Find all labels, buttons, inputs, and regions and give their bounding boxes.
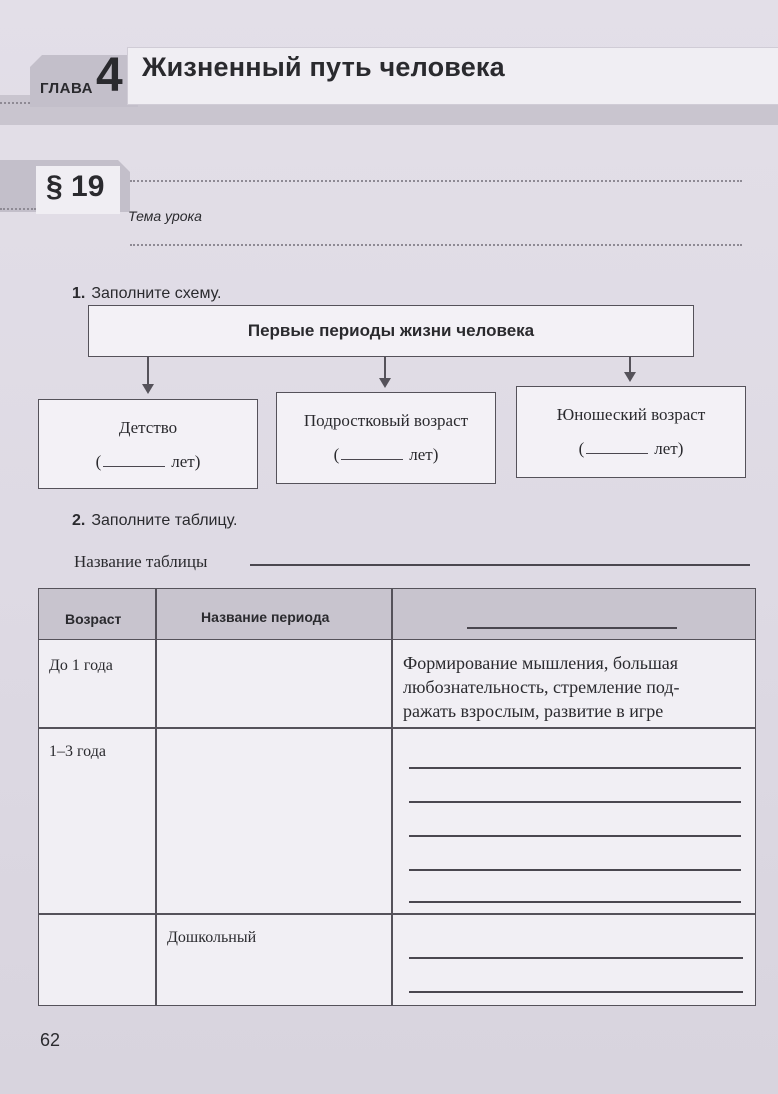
table-row-3-period: Дошкольный xyxy=(167,929,257,946)
scheme-box-adolescence-label: Подростковый возраст xyxy=(303,411,469,430)
column-header-age: Возраст xyxy=(65,611,122,627)
lesson-title-line[interactable] xyxy=(130,180,742,182)
column-divider-1 xyxy=(155,589,157,1005)
header-dotted-rule xyxy=(0,102,30,104)
chapter-word: ГЛАВА xyxy=(40,80,93,97)
answer-line[interactable] xyxy=(409,869,741,871)
task-2-text: Заполните таблицу. xyxy=(91,512,238,529)
scheme-arrow-1 xyxy=(147,356,149,386)
scheme-title: Первые периоды жизни человека xyxy=(247,321,535,340)
lesson-number: § 19 xyxy=(46,170,105,203)
answer-line[interactable] xyxy=(409,801,741,803)
column-header-blank-line[interactable] xyxy=(467,627,677,629)
task-1-number: 1. xyxy=(72,285,86,302)
task-1 xyxy=(72,285,221,303)
table-header-row xyxy=(39,589,755,640)
task-1-text: Заполните схему. xyxy=(91,285,222,302)
adolescence-years-blank[interactable] xyxy=(341,459,403,460)
scheme-box-childhood-label: Детство xyxy=(118,418,178,437)
row-divider-1 xyxy=(39,727,755,729)
answer-line[interactable] xyxy=(409,835,741,837)
topic-line[interactable] xyxy=(130,244,742,246)
task-2-number: 2. xyxy=(72,512,86,529)
childhood-years-blank[interactable] xyxy=(103,466,165,467)
scheme-box-childhood: Детство ( лет) xyxy=(38,399,258,489)
column-header-period: Название периода xyxy=(201,609,330,625)
topic-label: Тема урока xyxy=(128,208,202,224)
answer-line[interactable] xyxy=(409,957,743,959)
column-divider-2 xyxy=(391,589,393,1005)
scheme-title-box xyxy=(88,305,694,357)
answer-line[interactable] xyxy=(409,767,741,769)
scheme-box-youth: Юношеский возраст ( лет) xyxy=(516,386,746,478)
chapter-number: 4 xyxy=(96,49,123,102)
table-row-1-desc: Формирование мышления, большая любознательность, стремление под- ражать взрослым, развитие в игре xyxy=(403,653,680,721)
table-row-2-age: 1–3 года xyxy=(49,743,106,760)
scheme-box-youth-label: Юношеский возраст xyxy=(556,405,706,424)
row-divider-2 xyxy=(39,913,755,915)
table-name-line[interactable] xyxy=(250,564,750,566)
scheme-arrow-2 xyxy=(384,356,386,380)
table-name-label: Название таблицы xyxy=(74,552,208,571)
answer-line[interactable] xyxy=(409,991,743,993)
lesson-dotted-rule xyxy=(0,208,36,210)
table-row-1-age: До 1 года xyxy=(49,657,113,674)
chapter-title: Жизненный путь человека xyxy=(142,52,505,82)
youth-years-blank[interactable] xyxy=(586,453,648,454)
page-number: 62 xyxy=(40,1030,61,1050)
answer-line[interactable] xyxy=(409,901,741,903)
task-2 xyxy=(72,512,238,530)
scheme-box-adolescence: Подростковый возраст ( лет) xyxy=(276,392,496,484)
scheme-arrow-3 xyxy=(629,356,631,374)
periods-table xyxy=(38,588,756,1006)
